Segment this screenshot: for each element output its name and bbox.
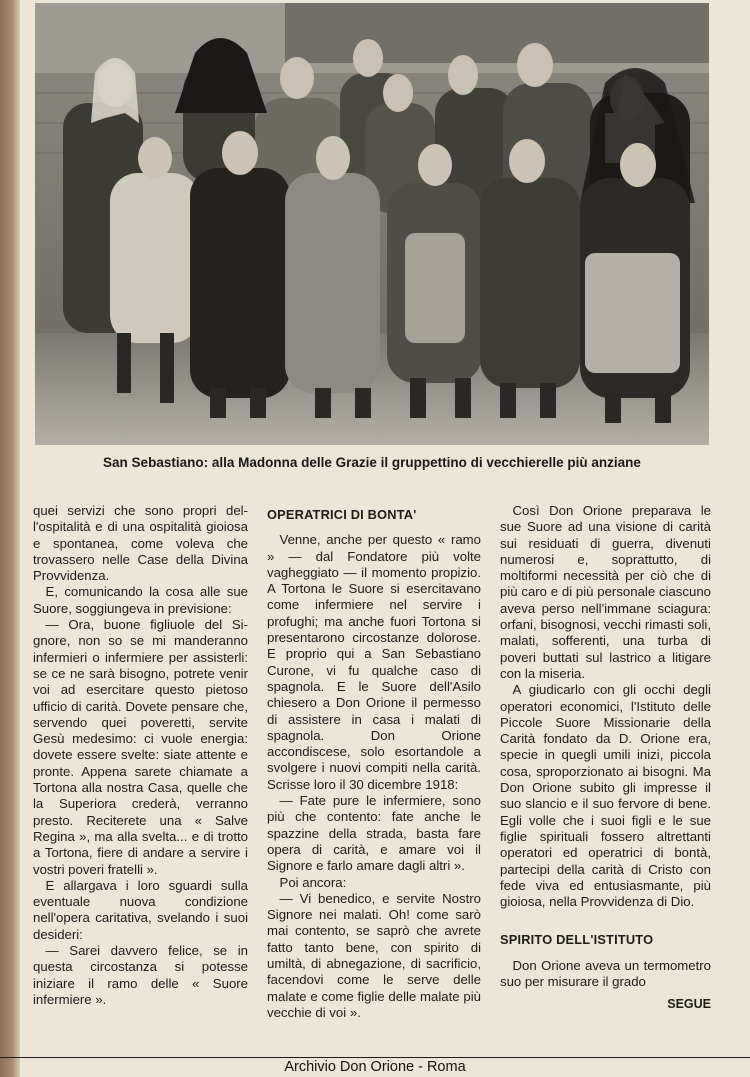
page-binding-edge	[0, 0, 20, 1077]
section-heading: SPIRITO DELL'ISTITUTO	[500, 932, 654, 948]
footer-rule	[0, 1057, 750, 1058]
group-photo	[35, 3, 709, 445]
archive-footer: Archivio Don Orione - Roma	[284, 1059, 466, 1075]
paragraph: — Fate pure le infermiere, sono più che contento: fate anche le spazzine della strada, basta fare opera di carità, e amare voi il Signore e farlo amare dagli altri ».	[267, 793, 481, 874]
paragraph: — Ora, buone figliuole del Signore, non so se mi manderanno infermieri o infermiere per assisterli: se ce ne sarà bisogno, potrete venir voi ad esercitare questo pietoso ufficio di carità. Dovete pensare che, servendo quei poveretti, servite Gesù medesimo: ci vuole energia: dovete essere svelte: siate attente e pronte. Appena sarete chiamate a Tortona alla nostra Casa, quelle che la Superiora crederà, verranno presto. Reciterete una « Salve Regina », ma alla svelta... e di trotto a Tortona, fiere di andare a servire i vostri poveri fratelli ».	[33, 617, 248, 877]
section-heading: OPERATRICI DI BONTA'	[267, 507, 417, 522]
paragraph: E allargava i loro sguardi sulla eventuale nuova condizione nell'opera caritativa, svelando i suoi desideri:	[33, 877, 248, 942]
paragraph: A giudicarlo con gli occhi degli operatori economici, l'Istituto delle Piccole Suore Missionarie della Carità fondato da D. Orione era, specie in quegli umili inizi, piccola cosa, sproporzionato ai bisogni. Ma Don Orione subito gli impresse il suo slancio e il suo fervore di bene. Egli volle che i suoi figli e le sue figlie spirituali fossero altrettanti operatori ed operatrici di bontà, partecipi della carità di Cristo con fede viva ed entusiasmante, più gioiosa, nella Provvidenza di Dio.	[500, 682, 711, 910]
paragraph: Don Orione aveva un termometro suo per misurare il grado	[500, 957, 711, 990]
paragraph: Poi ancora:	[279, 874, 347, 890]
paragraph: Così Don Orione preparava le sue Suore ad una visione di carità sui residuati di guerra, divenuti numerosi e, soprattutto, di moltiformi necessità per ciò che di più caro e di più personale ciascuno aveva perso nell'immane sciagura: orfani, bisognosi, vecchi rimasti soli, malati, sofferenti, una turba di poveri buttati sul lastrico a litigare con la miseria.	[500, 503, 711, 681]
photo-caption: San Sebastiano: alla Madonna delle Grazie il gruppettino di vecchierelle più anziane	[103, 455, 641, 470]
group-photo-icon	[35, 3, 709, 445]
paragraph: — Sarei davvero felice, se in questa circostanza si potesse iniziare il ramo delle « Suore infermiere ».	[33, 943, 248, 1007]
paragraph: E, comunicando la cosa alle sue Suore, soggiungeva in previsione:	[33, 584, 248, 616]
paragraph: — Vi benedico, e servite Nostro Signore nei malati. Oh! come sarò mai contento, se saprò che avrete fatto tanto bene, con spirito di umiltà, di abnegazione, di sacrificio, facendovi come le serve delle malate e come figlie delle malate più vecchie di voi ».	[267, 890, 481, 1020]
text-column-2	[267, 503, 481, 1021]
paragraph: Venne, anche per questo « ramo » — dal Fondatore più volte vagheggiato — il momento propizio. A Tortona le Suore si esercitavano come infermiere nel servire i profughi; ma anche fuori Tortona si presentarono circostanze dolorose. E proprio qui a San Sebastiano Curone, vi fu qualche caso di spagnola. E le Suore dell'Asilo chiesero a Don Orione il permesso di assistere in casa i malati di spagnola. Don Orione accondiscese, solo esortandole a svolgere i nuovi compiti nella carità. Scrisse loro il 30 dicembre 1918:	[267, 532, 481, 792]
text-column-1	[33, 503, 248, 1008]
paragraph: quei servizi che sono propri dell'ospitalità e di una ospitalità gioiosa e spontanea, come voleva che trovassero nelle Case della Divina Provvidenza.	[33, 503, 248, 584]
text-column-3	[500, 503, 711, 1013]
continued-label: SEGUE	[667, 997, 711, 1012]
